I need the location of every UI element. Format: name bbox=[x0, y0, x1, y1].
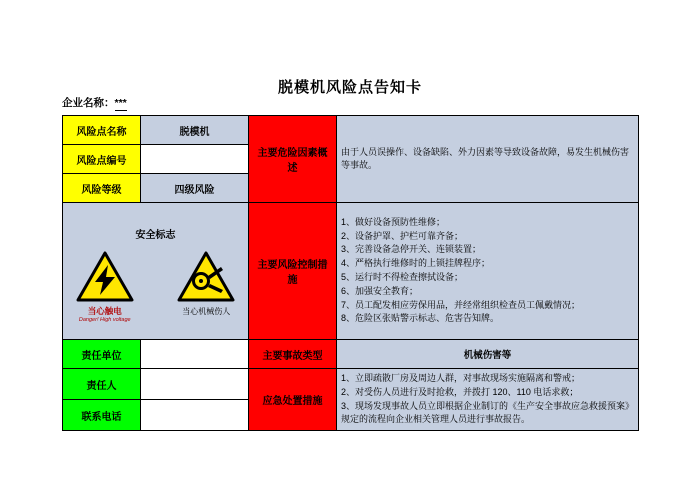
sign-electric-label-en: Danger! High voltage bbox=[78, 316, 131, 323]
emergency-measures-text bbox=[337, 369, 639, 431]
contact-phone-label: 联系电话 bbox=[63, 400, 141, 431]
emergency-measure-item: 3、现场发现事故人员立即根据企业制订的《生产安全事故应急救援预案》规定的流程向企业相关管理人员进行事故报告。 bbox=[341, 401, 635, 424]
control-measure-item: 8、危险区张贴警示标志、危害告知牌。 bbox=[341, 313, 500, 324]
emergency-measures-label: 应急处置措施 bbox=[249, 369, 337, 431]
company-name-label: 企业名称： bbox=[62, 97, 115, 109]
control-measure-item: 2、设备护罩、护栏可靠齐备； bbox=[341, 230, 464, 241]
responsible-person-label: 责任人 bbox=[63, 369, 141, 400]
control-measure-item: 5、运行时不得检查擦拭设备； bbox=[341, 272, 464, 282]
control-measure-item: 4、严格执行维修时的上锁挂牌程序； bbox=[341, 258, 491, 269]
accident-type-label: 主要事故类型 bbox=[249, 340, 337, 369]
risk-point-name-value: 脱模机 bbox=[141, 116, 249, 145]
sign-mechanical bbox=[169, 251, 245, 317]
safety-signs-cell bbox=[63, 203, 249, 340]
emergency-measure-item: 1、立即疏散厂房及周边人群，对事故现场实施隔离和警戒； bbox=[341, 373, 581, 384]
table-row bbox=[63, 203, 639, 340]
risk-level-value: 四级风险 bbox=[141, 174, 249, 203]
control-measure-item: 1、做好设备预防性维修； bbox=[341, 216, 446, 227]
responsible-unit-label: 责任单位 bbox=[63, 340, 141, 369]
accident-type-value: 机械伤害等 bbox=[337, 340, 639, 369]
risk-level-label: 风险等级 bbox=[63, 174, 141, 203]
safety-signs-group bbox=[67, 251, 244, 323]
responsible-person-value bbox=[141, 369, 249, 400]
responsible-unit-value bbox=[141, 340, 249, 369]
control-measure-item: 3、完善设备急停开关、连锁装置； bbox=[341, 244, 482, 255]
control-measure-item: 6、加强安全教育； bbox=[341, 285, 419, 296]
risk-card-table bbox=[62, 115, 639, 431]
risk-point-code-value bbox=[141, 145, 249, 174]
control-measures-text bbox=[337, 203, 639, 340]
sign-mechanical-label-cn: 当心机械伤人 bbox=[182, 306, 231, 316]
control-measure-item: 7、员工配发相应劳保用品，并经常组织检查员工佩戴情况； bbox=[341, 299, 581, 310]
contact-phone-value bbox=[141, 400, 249, 431]
hazard-factors-label: 主要危险因素概述 bbox=[249, 116, 337, 203]
table-row bbox=[63, 116, 639, 145]
emergency-measure-item: 2、对受伤人员进行及时抢救，并拨打 120、110 电话求救； bbox=[341, 387, 579, 398]
risk-point-code-label: 风险点编号 bbox=[63, 145, 141, 174]
sign-electric bbox=[67, 251, 143, 323]
hazard-factors-text: 由于人员误操作、设备缺陷、外力因素等导致设备故障，易发生机械伤害等事故。 bbox=[337, 116, 639, 203]
high-voltage-warning-icon bbox=[76, 251, 134, 303]
company-name-value: *** bbox=[114, 97, 127, 109]
company-name-line bbox=[62, 95, 127, 110]
control-measures-label: 主要风险控制措施 bbox=[249, 203, 337, 340]
page-title: 脱模机风险点告知卡 bbox=[277, 79, 422, 96]
table-row bbox=[63, 340, 639, 369]
sign-electric-label-cn: 当心触电 bbox=[87, 305, 122, 316]
risk-point-name-label: 风险点名称 bbox=[63, 116, 141, 145]
mechanical-injury-warning-icon bbox=[177, 251, 235, 303]
table-row bbox=[63, 369, 639, 400]
safety-signs-label: 安全标志 bbox=[135, 229, 176, 241]
